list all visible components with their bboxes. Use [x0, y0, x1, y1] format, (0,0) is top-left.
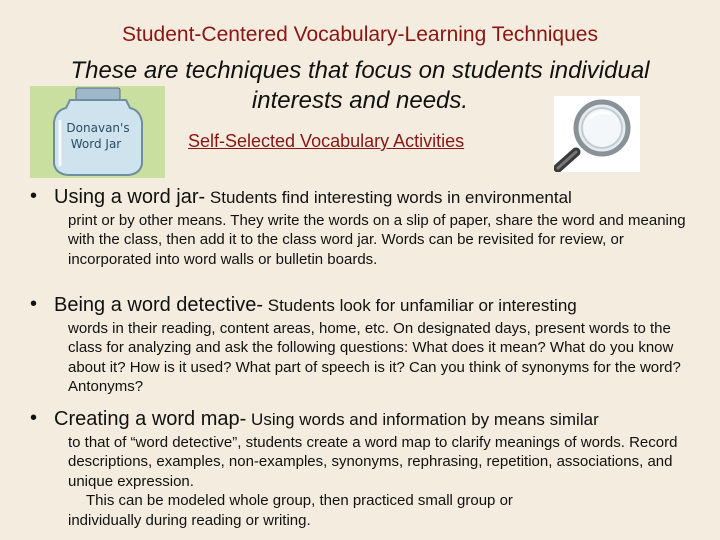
bullet-marker: • — [30, 407, 38, 429]
bullet-body: words in their reading, content areas, home, etc. On designated days, present words to the class for analyzing and ask the following questions: What does it mean? What do you know about it? How is it used? What part of speech is it? Can you think of synonyms for the word? Antonyms? — [68, 320, 681, 396]
slide-subtitle: These are techniques that focus on students individual interests and needs. — [70, 57, 650, 114]
bullet-intro: Students look for unfamiliar or interesting — [263, 296, 577, 315]
bullet-heading: Being a word detective- — [54, 294, 264, 316]
bullet-body: print or by other means. They write the words on a slip of paper, share the word and meaning with the class, then add it to the class word jar. Words can be revisited for review, or incorporated into word walls or bulletin boards. — [68, 212, 686, 268]
bullet-body: to that of “word detective”, students create a word map to clarify meanings of words. Record descriptions, examples, non-examples, synonyms, rephrasing, repetition, associations, and unique expression. — [68, 434, 678, 490]
bullet-list — [30, 184, 690, 530]
svg-text:Word Jar: Word Jar — [70, 137, 122, 151]
svg-text:Donavan's: Donavan's — [66, 121, 130, 135]
list-item — [30, 406, 690, 530]
bullet-intro: Students find interesting words in environmental — [205, 188, 572, 207]
bullet-note: individually during reading or writing. — [68, 511, 311, 529]
list-item — [30, 292, 690, 404]
bullet-marker: • — [30, 185, 38, 207]
bullet-intro: Using words and information by means similar — [246, 410, 599, 429]
bullet-marker: • — [30, 293, 38, 315]
bullet-heading: Creating a word map- — [54, 408, 247, 430]
magnifying-glass-icon — [554, 96, 640, 172]
bullet-heading: Using a word jar- — [54, 186, 206, 208]
bullet-note: This can be modeled whole group, then practiced small group or — [86, 492, 513, 510]
section-link[interactable]: Self-Selected Vocabulary Activities — [188, 131, 465, 151]
slide-title: Student-Centered Vocabulary-Learning Techniques — [122, 23, 598, 46]
list-item — [30, 184, 690, 288]
word-jar-image — [30, 86, 165, 178]
